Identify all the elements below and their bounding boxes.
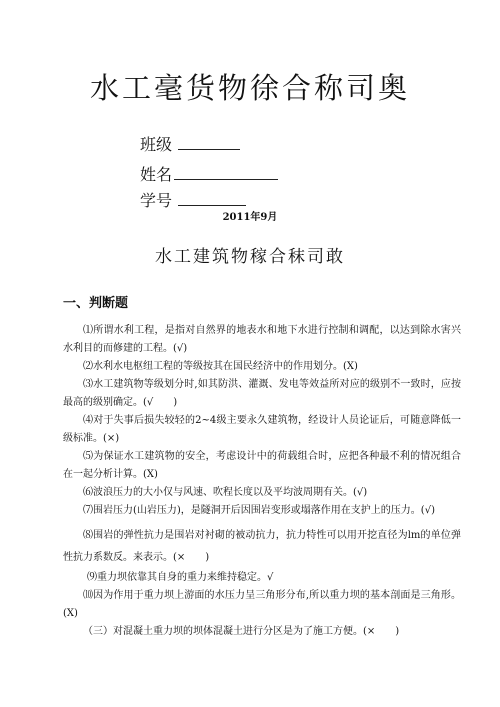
class-label: 班级	[140, 135, 173, 154]
question-item: ⑼重力坝依靠其自身的重力来维持稳定。√	[87, 572, 274, 583]
question-item: ⑹波浪压力的大小仅与风速、吹程长度以及平均波周期有关。(√)	[83, 487, 368, 498]
question-item: （三）对混凝土重力坝的坝体混凝土进行分区是为了施工方便。(× )	[83, 626, 400, 637]
question-list	[63, 322, 461, 641]
question-item: ⑻围岩的弹性抗力是围岩对衬砌的被动抗力，抗力特性可以用开挖直径为lm的单位弹性抗力系数反。来表示。(× )	[63, 530, 461, 563]
document-subtitle: 水工建筑物稼合秣司敢	[155, 247, 345, 267]
question-item: ⑸为保证水工建筑物的安全，考虑设计中的荷载组合时，应把各种最不利的情况组合在一起分析计算。(X)	[63, 451, 461, 480]
question-item: ⑷对于失事后损失较轻的2~4级主要永久建筑物，经设计人员论证后，可随意降低一级标准。(×)	[63, 415, 461, 444]
document-date: 2011年9月	[222, 212, 278, 223]
student-id-field	[140, 190, 246, 211]
name-field	[140, 164, 278, 185]
document-title: 水工毫货物徐合称司奥	[89, 71, 410, 105]
section-heading: 一、判断题	[63, 296, 129, 311]
question-item: ⑽因为作用于重力坝上游面的水压力呈三角形分布,所以重力坝的基本剖面是三角形。(X)	[63, 590, 461, 619]
class-field	[140, 134, 240, 155]
class-blank-line	[178, 134, 240, 150]
question-item: ⑶水工建筑物等级划分时,如其防洪、灌溉、发电等效益所对应的级别不一致时，应按最高的级别确定。(√ )	[63, 379, 461, 408]
question-item: ⑺围岩压力(山岩压力)，是隧洞开后因围岩变形或塌落作用在支护上的压力。(√)	[83, 505, 435, 516]
student-id-blank-line	[178, 190, 246, 206]
student-id-label: 学号	[140, 191, 173, 210]
question-item: ⑴所谓水利工程，是指对自然界的地表水和地下水进行控制和调配，以达到除水害兴水利目的而修建的工程。(√)	[63, 325, 461, 354]
question-item: ⑵水利水电枢纽工程的等级按其在国民经济中的作用划分。(X)	[83, 361, 358, 372]
name-label: 姓名	[140, 165, 173, 184]
name-blank-line	[174, 164, 278, 180]
